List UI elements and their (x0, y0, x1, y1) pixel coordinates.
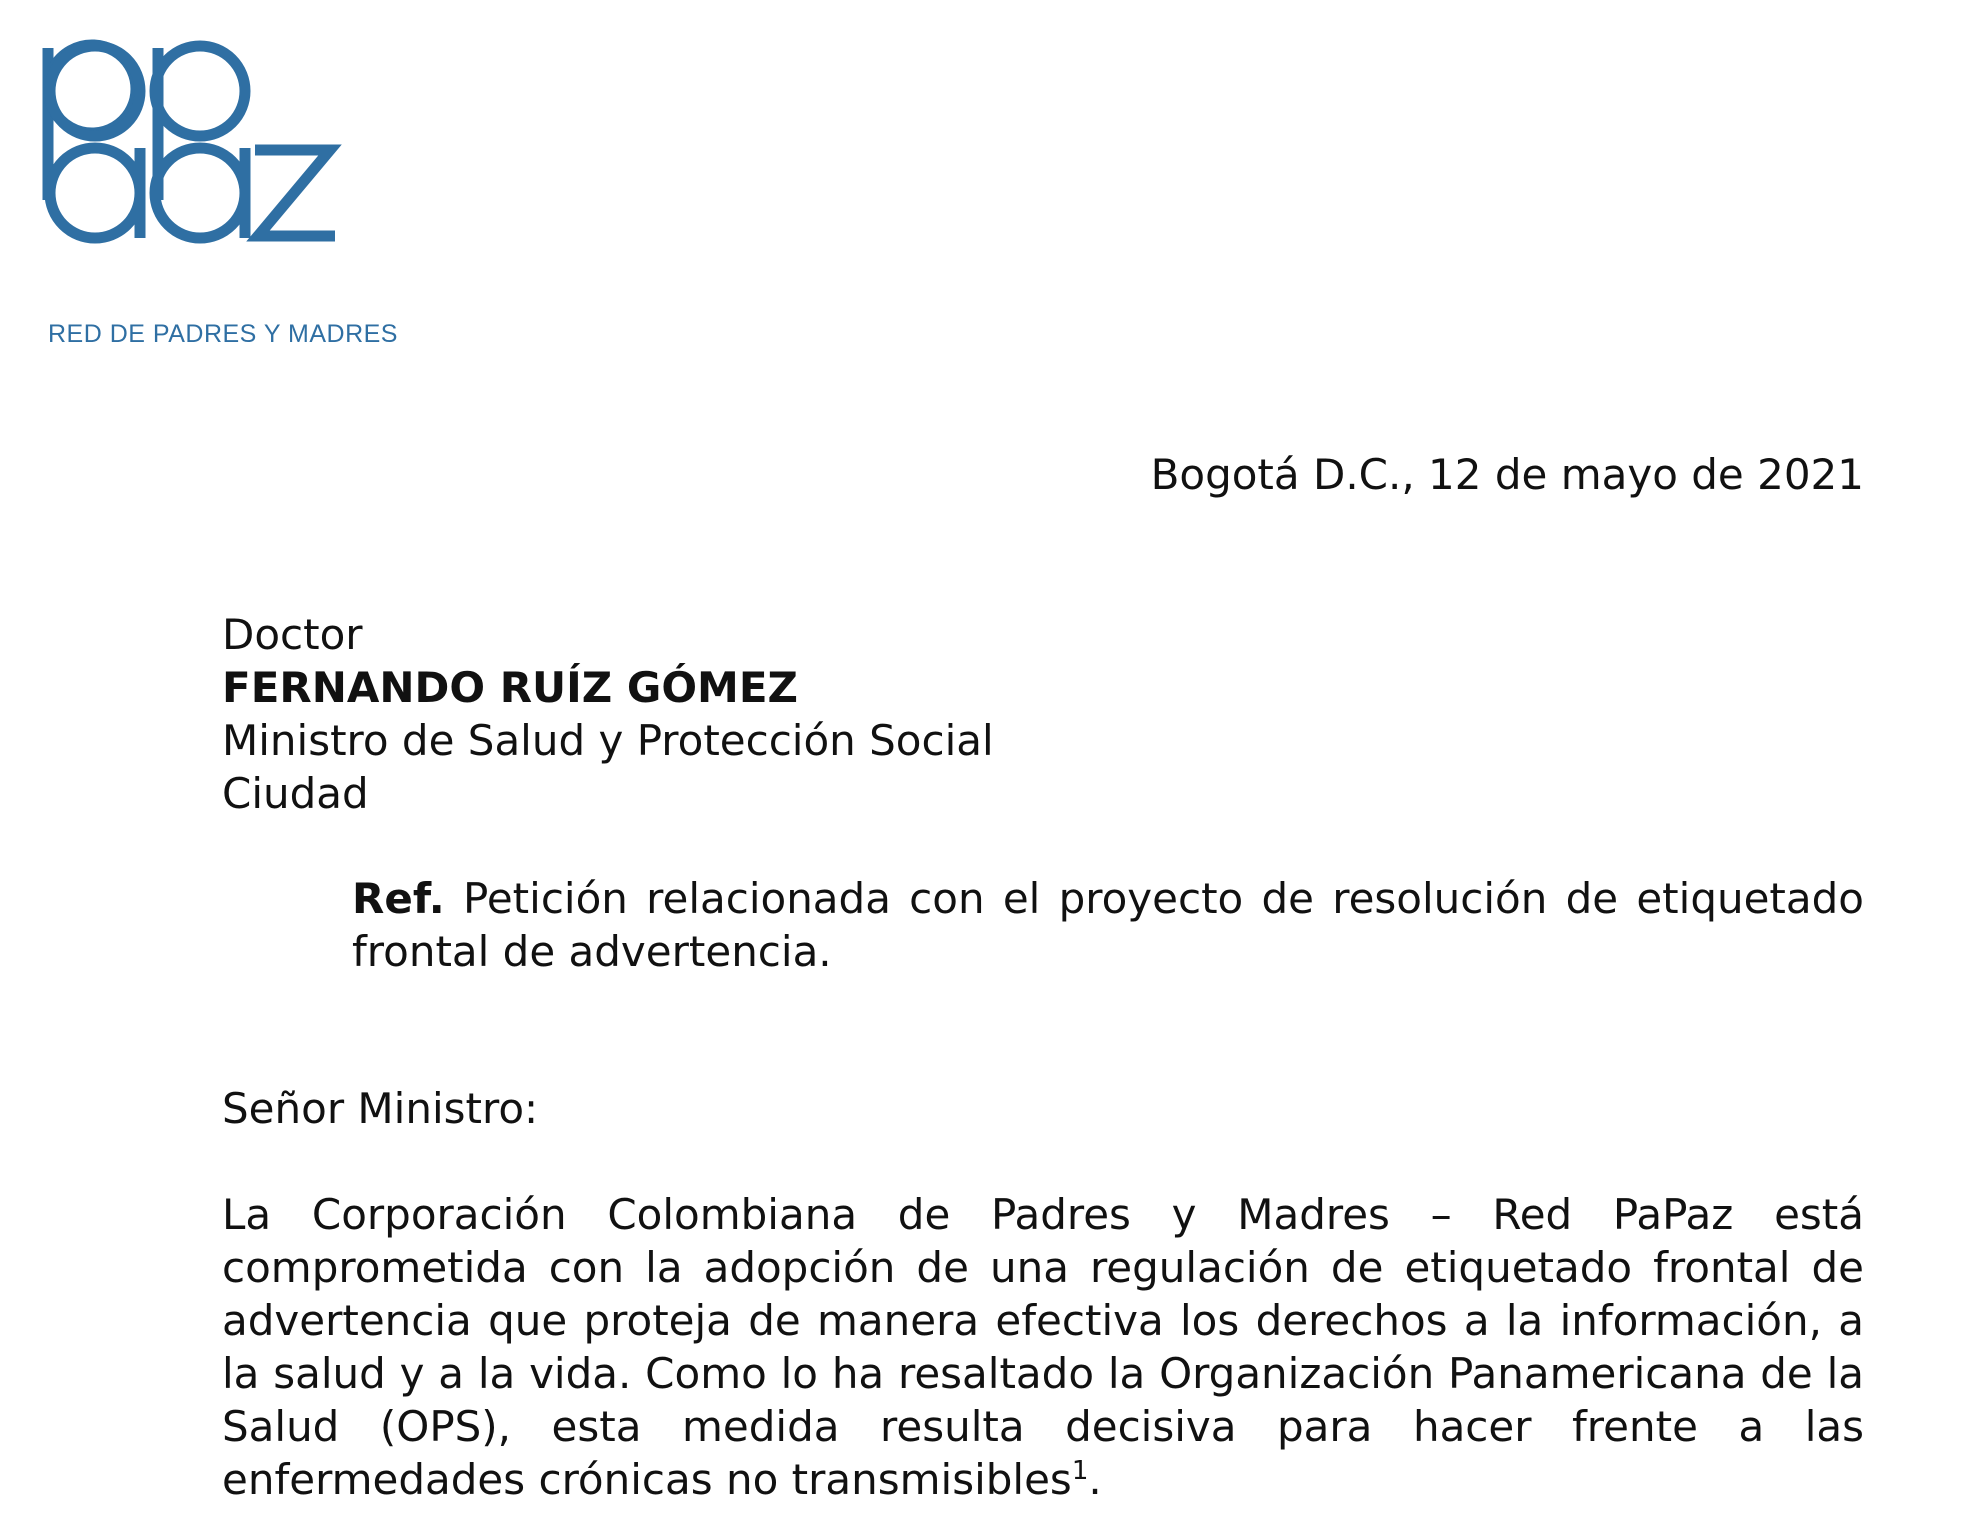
recipient-name: FERNANDO RUÍZ GÓMEZ (222, 663, 798, 712)
reference-label: Ref. (352, 874, 445, 923)
reference-line (352, 872, 1864, 978)
body-paragraph-text: La Corporación Colombiana de Padres y Madres – Red PaPaz está comprometida con la adopción de una regulación de etiquetado frontal de advertencia que proteja de manera efectiva los derechos a la información, a la salud y a la vida. Como lo ha resaltado la Organización Panamericana de la Salud (OPS), esta medida resulta decisiva para hacer frente a las enfermedades crónicas no transmisibles (222, 1190, 1864, 1504)
papaz-logo-mark (40, 38, 380, 318)
recipient-title: Doctor (222, 610, 363, 659)
logo-tagline: RED DE PADRES Y MADRES (48, 320, 398, 348)
letter-date: Bogotá D.C., 12 de mayo de 2021 (1150, 450, 1864, 499)
body-paragraph (222, 1188, 1864, 1506)
body-paragraph-end: . (1088, 1455, 1102, 1504)
papaz-logo (40, 38, 400, 358)
recipient-city: Ciudad (222, 769, 369, 818)
footnote-marker[interactable]: 1 (1071, 1456, 1089, 1486)
reference-text: Petición relacionada con el proyecto de resolución de etiquetado frontal de advertencia. (352, 874, 1864, 976)
salutation: Señor Ministro: (222, 1084, 539, 1133)
recipient-position: Ministro de Salud y Protección Social (222, 716, 994, 765)
recipient-address (222, 608, 994, 820)
